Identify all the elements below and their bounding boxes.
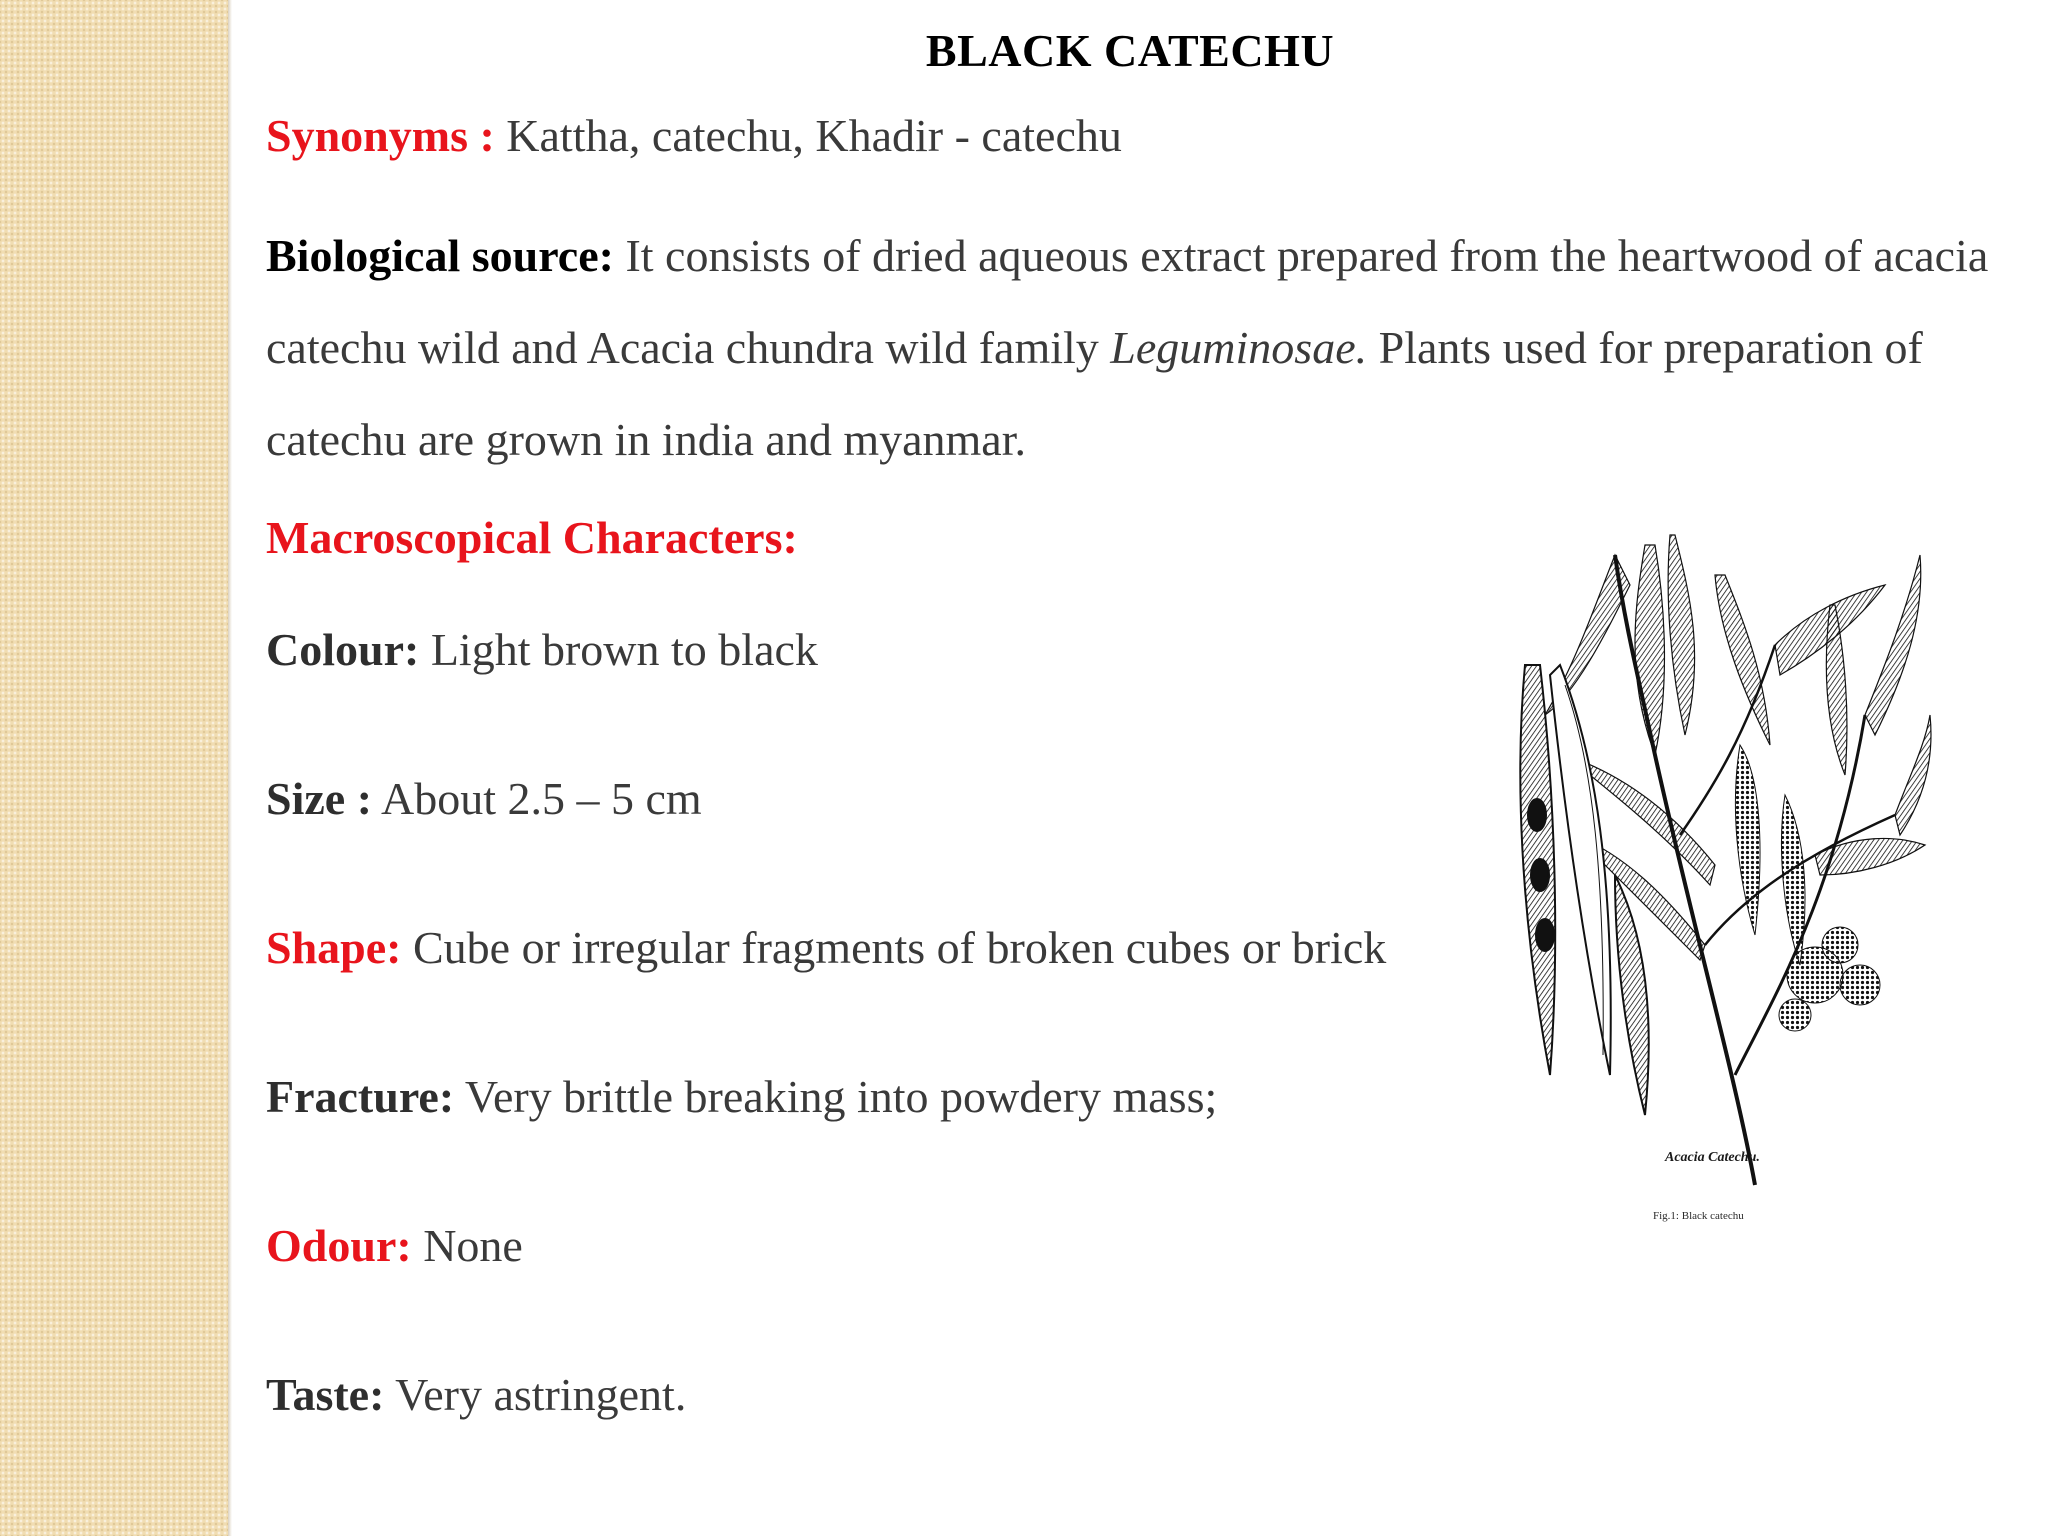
synonyms-text: Kattha, catechu, Khadir - catechu (494, 110, 1122, 161)
taste-line (266, 1367, 686, 1423)
side-band-edge (228, 0, 232, 1536)
size-label: Size : (266, 773, 373, 824)
figure-title: Acacia Catechu. (1665, 1150, 1760, 1165)
size-text: About 2.5 – 5 cm (372, 773, 702, 824)
biological-source-text-2: Plants used for preparation of catechu are grown in india and myanmar. (266, 322, 1923, 465)
colour-line (266, 622, 818, 678)
taste-text: Very astringent. (384, 1369, 687, 1420)
shape-line (266, 920, 1498, 976)
biological-source-label: Biological source: (266, 230, 614, 281)
biological-source-text-1: It consists of dried aqueous extract prepared from the heartwood of acacia catechu wild and Acacia chundra wild family (266, 230, 1989, 373)
synonyms-line (266, 108, 1122, 164)
decorative-side-band (0, 0, 228, 1536)
taste-label: Taste: (266, 1369, 385, 1420)
acacia-catechu-illustration (1505, 515, 1935, 1235)
fracture-line (266, 1069, 1217, 1125)
colour-label: Colour: (266, 624, 420, 675)
family-name: Leguminosae. (1110, 322, 1368, 373)
odour-label: Odour: (266, 1220, 412, 1271)
odour-line (266, 1218, 523, 1274)
plant-drawing (1505, 515, 1935, 1235)
colour-text: Light brown to black (419, 624, 818, 675)
macroscopical-heading: Macroscopical Characters: (266, 512, 798, 563)
slide-title: BLACK CATECHU (925, 25, 1335, 76)
figure-caption: Fig.1: Black catechu (1653, 1210, 1744, 1222)
shape-text: Cube or irregular fragments of broken cubes or brick (401, 922, 1387, 973)
shape-label: Shape: (266, 922, 402, 973)
fracture-label: Fracture: (266, 1071, 455, 1122)
fracture-text: Very brittle breaking into powdery mass; (454, 1071, 1218, 1122)
odour-text: None (411, 1220, 523, 1271)
size-line (266, 771, 702, 827)
flower-spikes (1735, 745, 1880, 1031)
biological-source-paragraph (266, 210, 2006, 486)
synonyms-label: Synonyms : (266, 110, 495, 161)
